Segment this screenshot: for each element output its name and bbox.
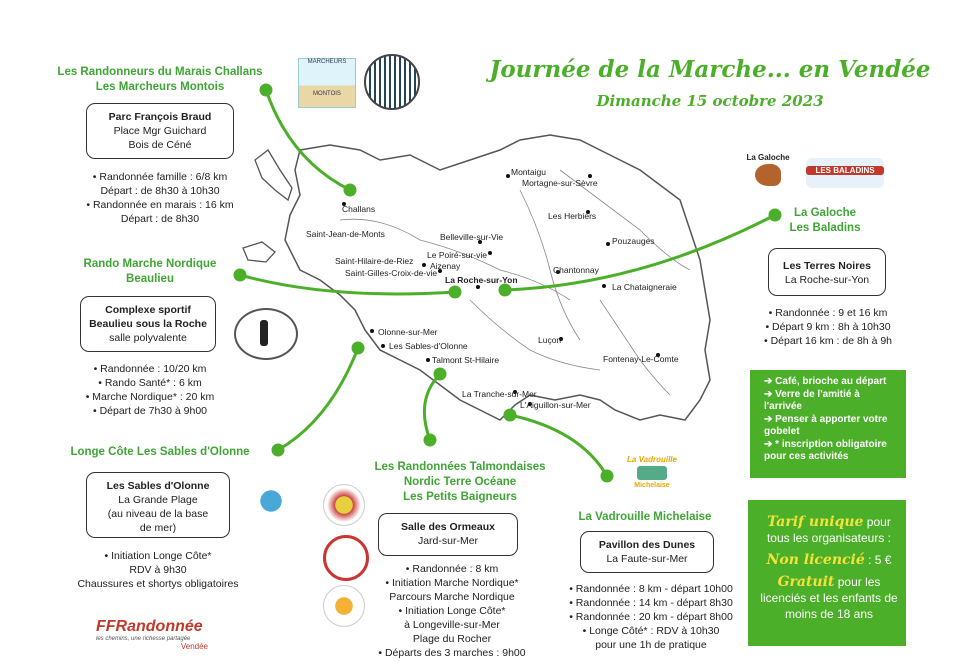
city-label: Challans [342, 204, 376, 214]
services-panel: ➔ Café, brioche au départ ➔ Verre de l'amitié à l'arrivée ➔ Penser à apporter votre gobelet ➔ * inscription obligatoire pour ces activités [750, 370, 906, 478]
marche-nordique-logo [234, 308, 298, 360]
city-label: Saint-Hilaire-de-Riez [335, 256, 414, 266]
club-challans-names: Les Randonneurs du Marais Challans Les Marcheurs Montois [57, 66, 263, 93]
venue-box-michel: Pavillon des Dunes La Faute-sur-Mer [580, 531, 714, 573]
city-label: Chantonnay [553, 265, 599, 275]
marcheurs-montois-logo: MARCHEURS MONTOIS [298, 58, 356, 108]
galoche-logo: La Galoche [740, 153, 796, 195]
longe-cote-logo [250, 480, 292, 522]
venue-box-talmont: Salle des Ormeaux Jard-sur-Mer [378, 513, 518, 556]
city-label: Le Poiré-sur-vie [427, 250, 487, 260]
city-label: La Roche-sur-Yon [445, 275, 518, 285]
city-label: Saint-Jean-de-Monts [306, 229, 385, 239]
tarif-panel: Tarif unique pour tous les organisateurs : Non licencié : 5 € Gratuit pour les licenciés et les enfants de moins de 18 ans [748, 500, 906, 646]
main-title: Journée de la Marche... en Vendée [489, 56, 931, 83]
city-label: Saint-Gilles-Croix-de-vie [345, 268, 438, 278]
sub-title: Dimanche 15 octobre 2023 [596, 92, 824, 110]
city-label: Pouzauges [612, 236, 655, 246]
info-beaulieu: • Randonnée : 10/20 km • Rando Santé* : 6 km • Marche Nordique* : 20 km • Départ de 7h30 à 9h00 [85, 363, 215, 417]
vadrouille-logo: La Vadrouille Michelaise [627, 455, 677, 489]
city-label: Belleville-sur-Vie [440, 232, 504, 242]
info-sables: • Initiation Longe Côte* RDV à 9h30 Chaussures et shortys obligatoires [77, 550, 239, 590]
venue-box-sables: Les Sables d'Olonne La Grande Plage (au niveau de la base de mer) [86, 472, 230, 538]
city-label: Montaigu [511, 167, 546, 177]
club-beaulieu-names: Rando Marche Nordique Beaulieu [83, 258, 217, 285]
info-challans: • Randonnée famille : 6/8 km Départ : de 8h30 à 10h30 • Randonnée en marais : 16 km Départ : de 8h30 [86, 171, 234, 225]
club-sables-names: Longe Côte Les Sables d'Olonne [70, 446, 250, 458]
club-michel-names: La Vadrouille Michelaise [578, 511, 712, 523]
city-label: Luçon [538, 335, 562, 345]
info-michel: • Randonnée : 8 km - départ 10h00 • Randonnée : 14 km - départ 8h30 • Randonnée : 20 km - départ 8h00 • Longe Côté* : RDV à 10h30 pour une 1h de pratique [569, 583, 733, 651]
randonnees-talmondaises-logo [323, 484, 365, 526]
baladins-logo: LES BALADINS [806, 158, 884, 188]
club-galoche-names: La Galoche Les Baladins [789, 207, 861, 234]
city-label: Fontenay-Le-Comte [603, 354, 679, 364]
venue-box-beaulieu: Complexe sportif Beaulieu sous la Roche salle polyvalente [80, 296, 216, 352]
info-galoche: • Randonnée : 9 et 16 km • Départ 9 km : 8h à 10h30 • Départ 16 km : de 8h à 9h [764, 307, 892, 347]
ffrandonnee-logo: FFRandonnée les chemins, une richesse partagée Vendée [96, 618, 208, 651]
city-label: Talmont St-Hilaire [432, 355, 500, 365]
city-label: L'Aiguillon-sur-Mer [520, 400, 591, 410]
venue-box-challans: Parc François Braud Place Mgr Guichard Bois de Céné [86, 103, 234, 159]
city-label: Les Herbiers [548, 211, 597, 221]
petits-baigneurs-logo [323, 585, 365, 627]
randonneurs-marais-logo [364, 54, 420, 110]
info-talmont: • Randonnée : 8 km • Initiation Marche Nordique* Parcours Marche Nordique • Initiation Longe Côte* à Longeville-sur-Mer Plage du Rocher • Départs des 3 marches : 9h00 [378, 563, 526, 659]
noirmoutier-island [255, 150, 292, 200]
city-label: Olonne-sur-Mer [378, 327, 438, 337]
city-label: Les Sables-d'Olonne [389, 341, 468, 351]
city-label: La Chataigneraie [612, 282, 677, 292]
city-label: Aizenay [430, 261, 461, 271]
city-label: La Tranche-sur-Mer [462, 389, 537, 399]
yeu-island [243, 242, 275, 262]
city-label: Mortagne-sur-Sèvre [522, 178, 598, 188]
venue-box-galoche: Les Terres Noires La Roche-sur-Yon [768, 248, 886, 296]
club-talmont-names: Les Randonnées Talmondaises Nordic Terre Océane Les Petits Baigneurs [374, 461, 546, 503]
